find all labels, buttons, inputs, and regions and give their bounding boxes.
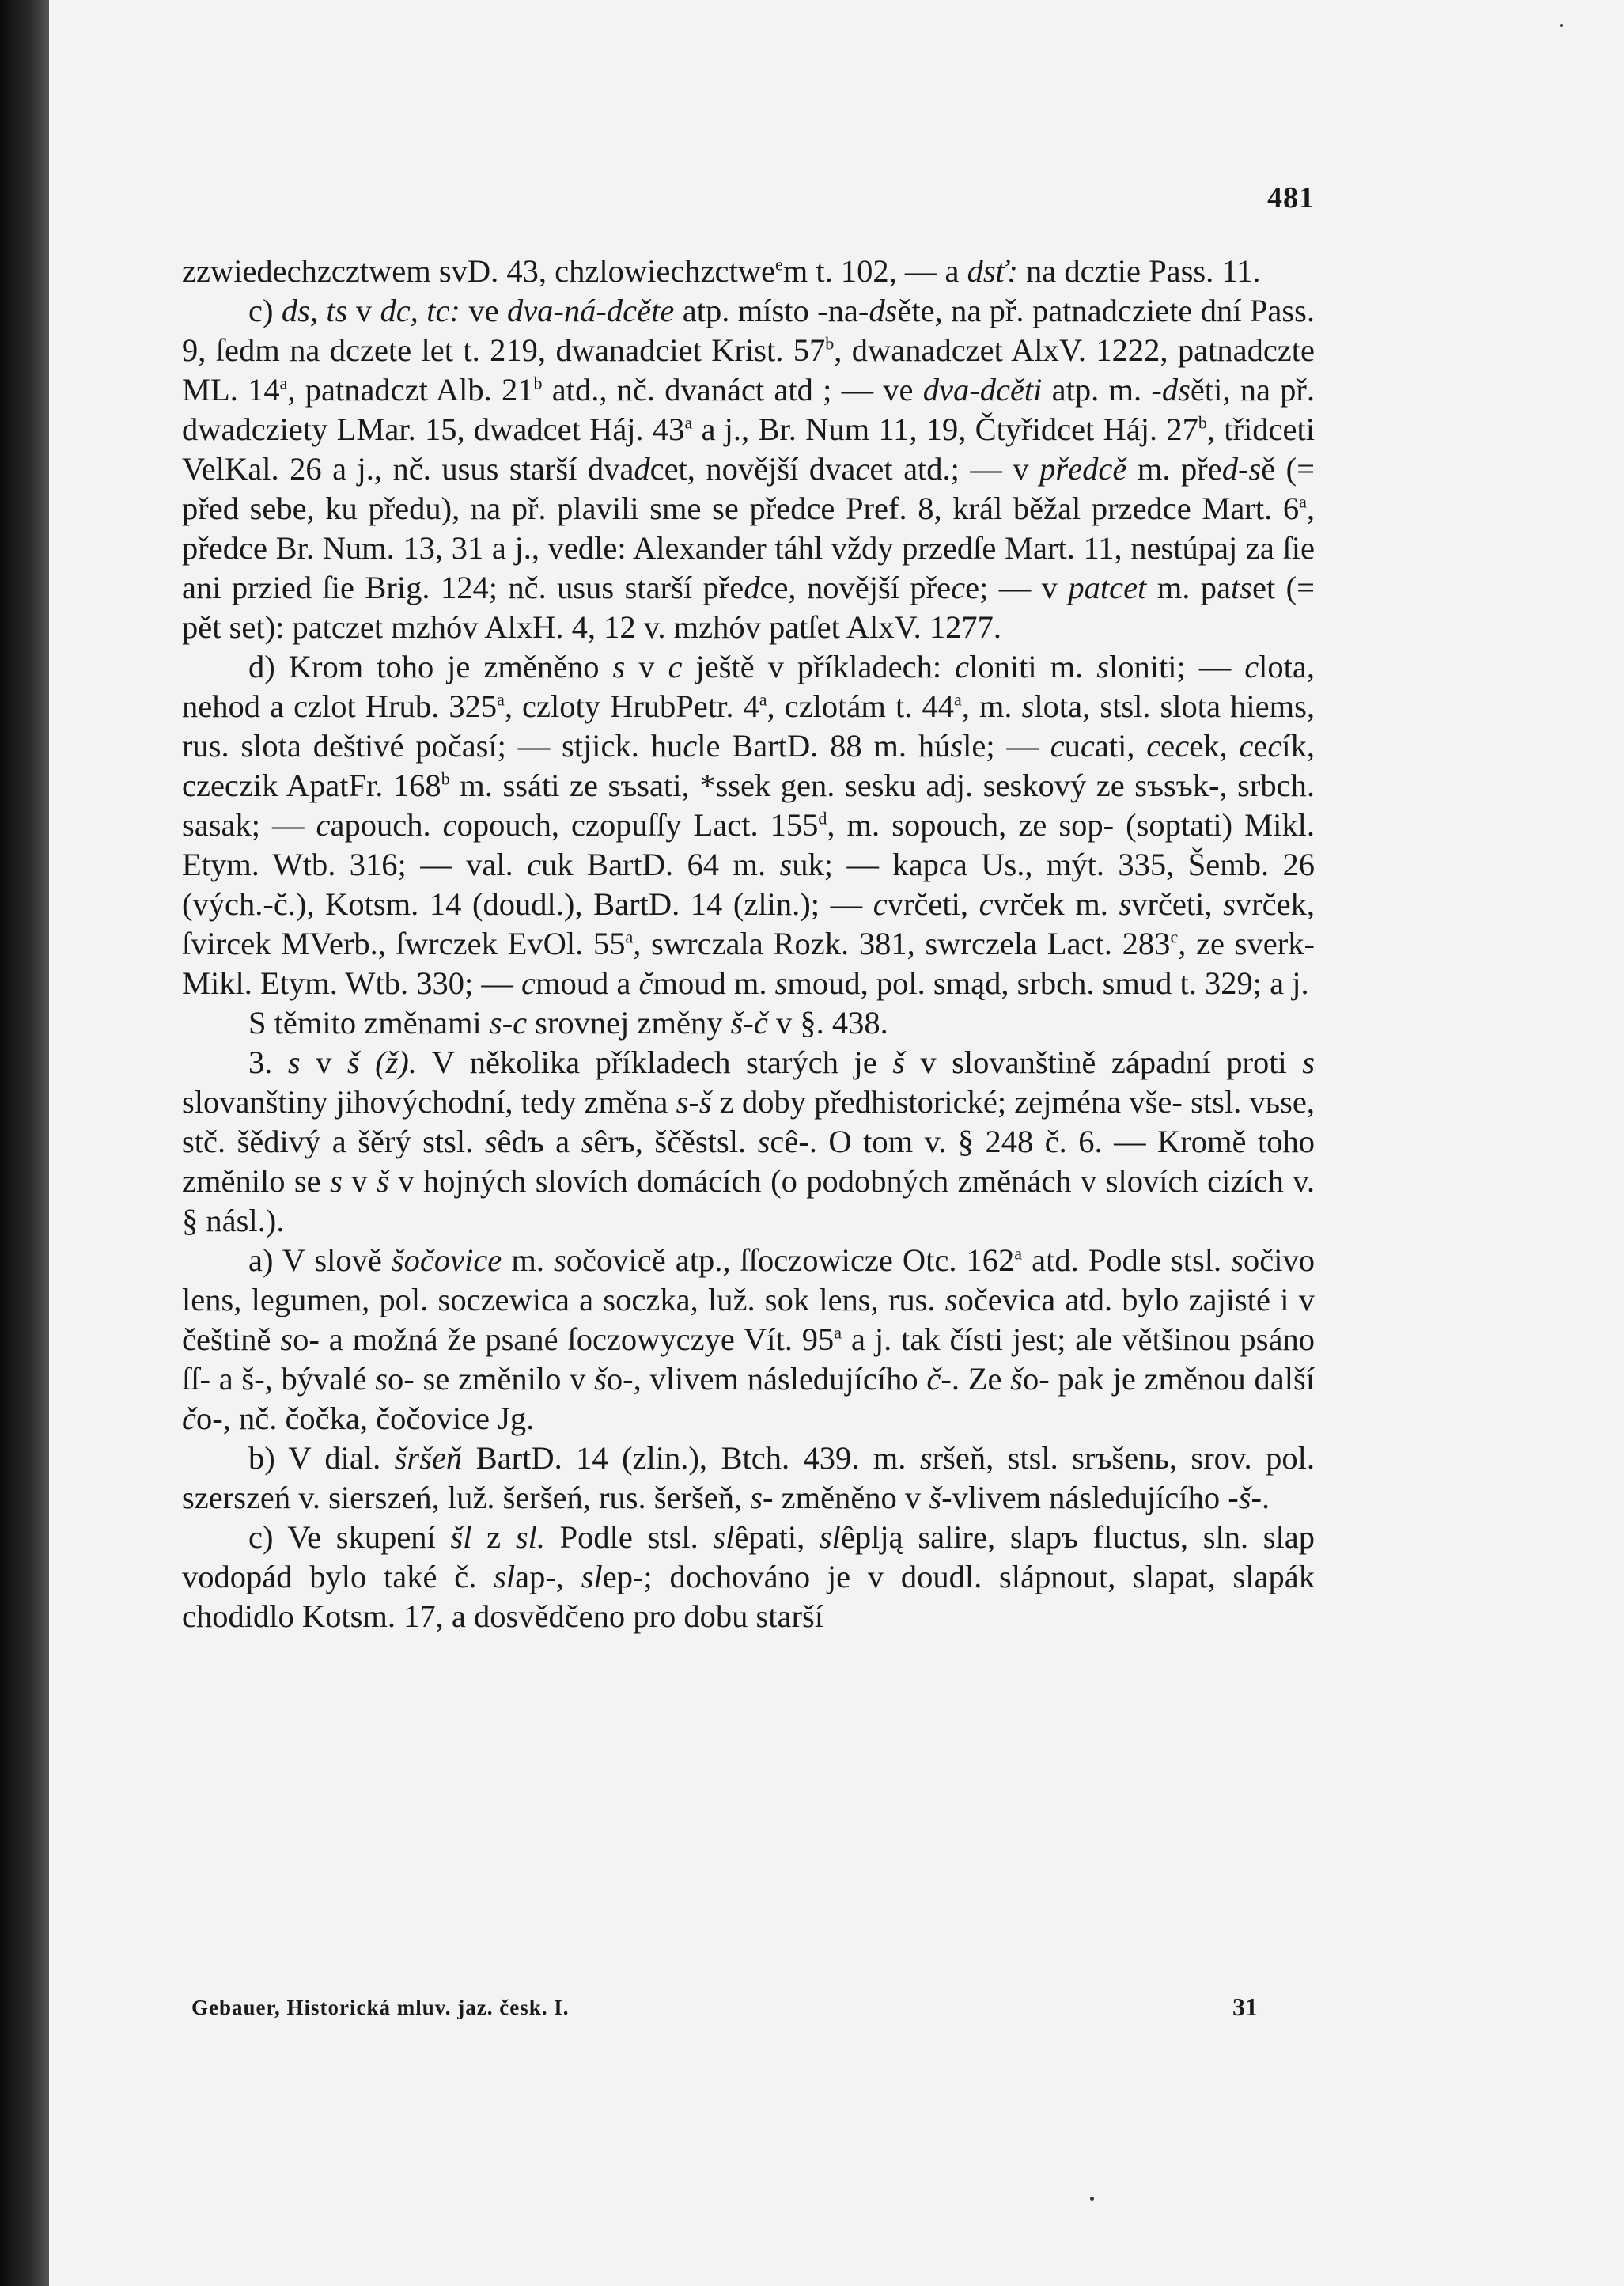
page-number: 481 xyxy=(1267,181,1315,214)
scan-edge xyxy=(0,0,49,2286)
footer-source: Gebauer, Historická mluv. jaz. česk. I. xyxy=(191,1996,570,2019)
paragraph: d) Krom toho je změněno s v c ještě v příkladech: cloniti m. sloniti; — clota, nehod a czlot Hrub. 325$^a$, czloty HrubPetr. 4$^a$, czlotám t. 44$^a$, m. slota, stsl. slota hiems, rus. slota deštivé počasí; — stjick. hucle BartD. 88 m. húsle; — cucati, cecek, cecík, czeczik ApatFr. 168$^b$ m. ssáti ze sъsati, *ssek gen. sesku adj. seskový ze sъsъk-, srbch. sasak; — capouch. copouch, czopuſſy Lact. 155$^d$, m. sopouch, ze sop- (soptati) Mikl. Etym. Wtb. 316; — val. cuk BartD. 64 m. suk; — kapca Us., mýt. 335, Šemb. 26 (vých.-č.), Kotsm. 14 (doudl.), BartD. 14 (zlin.); — cvrčeti, cvrček m. svrčeti, svrček, ſvircek MVerb., ſwrczek EvOl. 55$^a$, swrczala Rozk. 381, swrczela Lact. 283$^c$, ze sverk- Mikl. Etym. Wtb. 330; — cmoud a čmoud m. smoud, pol. smąd, srbch. smud t. 329; a j. xyxy=(182,649,1315,1001)
paragraph: c) Ve skupení šl z sl. Podle stsl. slêpati, slêplją salire, slapъ fluctus, sln. slap vodopád bylo také č. slap-, slep-; dochováno je v doudl. slápnout, slapat, slapák chodidlo Kotsm. 17, a dosvědčeno pro dobu starší xyxy=(182,1519,1315,1634)
paragraph: zzwiedechzcztwem svD. 43, chzlowiechzctwe$^e$m t. 102, — a dsť: na dcztie Pass. 11. xyxy=(182,253,1261,289)
paragraph: b) V dial. šršeň BartD. 14 (zlin.), Btch. 439. m. sršeň, stsl. srъšenь, srov. pol. szerszeń v. sierszeń, luž. šeršeń, rus. šeršeň, s- změněno v š-vlivem následujícího -š-. xyxy=(182,1440,1315,1515)
footer-signature: 31 xyxy=(1232,1992,1258,2021)
scan-speck xyxy=(1090,2197,1094,2201)
body-text xyxy=(182,252,1315,1636)
paragraph: a) V slově šočovice m. sočovicě atp., ſſoczowicze Otc. 162$^a$ atd. Podle stsl. sočivo lens, legumen, pol. soczewica a soczka, luž. sok lens, rus. sočevica atd. bylo zajisté i v češtině so- a možná že psané ſoczowyczye Vít. 95$^a$ a j. tak čísti jest; ale většinou psáno ſſ- a š-, bývalé so- se změnilo v šo-, vlivem následujícího č-. Ze šo- pak je změnou další čo-, nč. čočka, čočovice Jg. xyxy=(182,1242,1315,1436)
scan-speck xyxy=(1560,24,1563,27)
paragraph: 3. s v š (ž). V několika příkladech starých je š v slovanštině západní proti s slovanštiny jihovýchodní, tedy změna s-š z doby předhistorické; zejména vše- stsl. vьse, stč. šědivý a šěrý stsl. sêdъ a sêrъ, ščěstsl. scê-. O tom v. § 248 č. 6. — Kromě toho změnilo se s v š v hojných slovích domácích (o podobných změnách v slovích cizích v. § násl.). xyxy=(182,1044,1315,1238)
paragraph: c) ds, ts v dc, tc: ve dva-ná-dcěte atp. místo -na-dsěte, na př. patnadcziete dní Pass. 9, ſedm na dczete let t. 219, dwanadciet Krist. 57$^b$, dwanadczet AlxV. 1222, patnadczte ML. 14$^a$, patnadczt Alb. 21$^b$ atd., nč. dvanáct atd ; — ve dva-dcěti atp. m. -dsěti, na př. dwadcziety LMar. 15, dwadcet Háj. 43$^a$ a j., Br. Num 11, 19, Čtyřidcet Háj. 27$^b$, třidceti VelKal. 26 a j., nč. usus starší dvadcet, novější dvacet atd.; — v předcě m. před-sě (= před sebe, ku předu), na př. plavili sme se předce Pref. 8, král běžal przedce Mart. 6$^a$, předce Br. Num. 13, 31 a j., vedle: Alexander táhl vždy przedſe Mart. 11, nestúpaj za ſie ani przied ſie Brig. 124; nč. usus starší předce, novější přece; — v patcet m. patset (= pět set): patczet mzhóv AlxH. 4, 12 v. mzhóv patſet AlxV. 1277. xyxy=(182,293,1315,645)
paragraph: S těmito změnami s-c srovnej změny š-č v §. 438. xyxy=(248,1005,888,1041)
book-page xyxy=(49,0,1624,2286)
